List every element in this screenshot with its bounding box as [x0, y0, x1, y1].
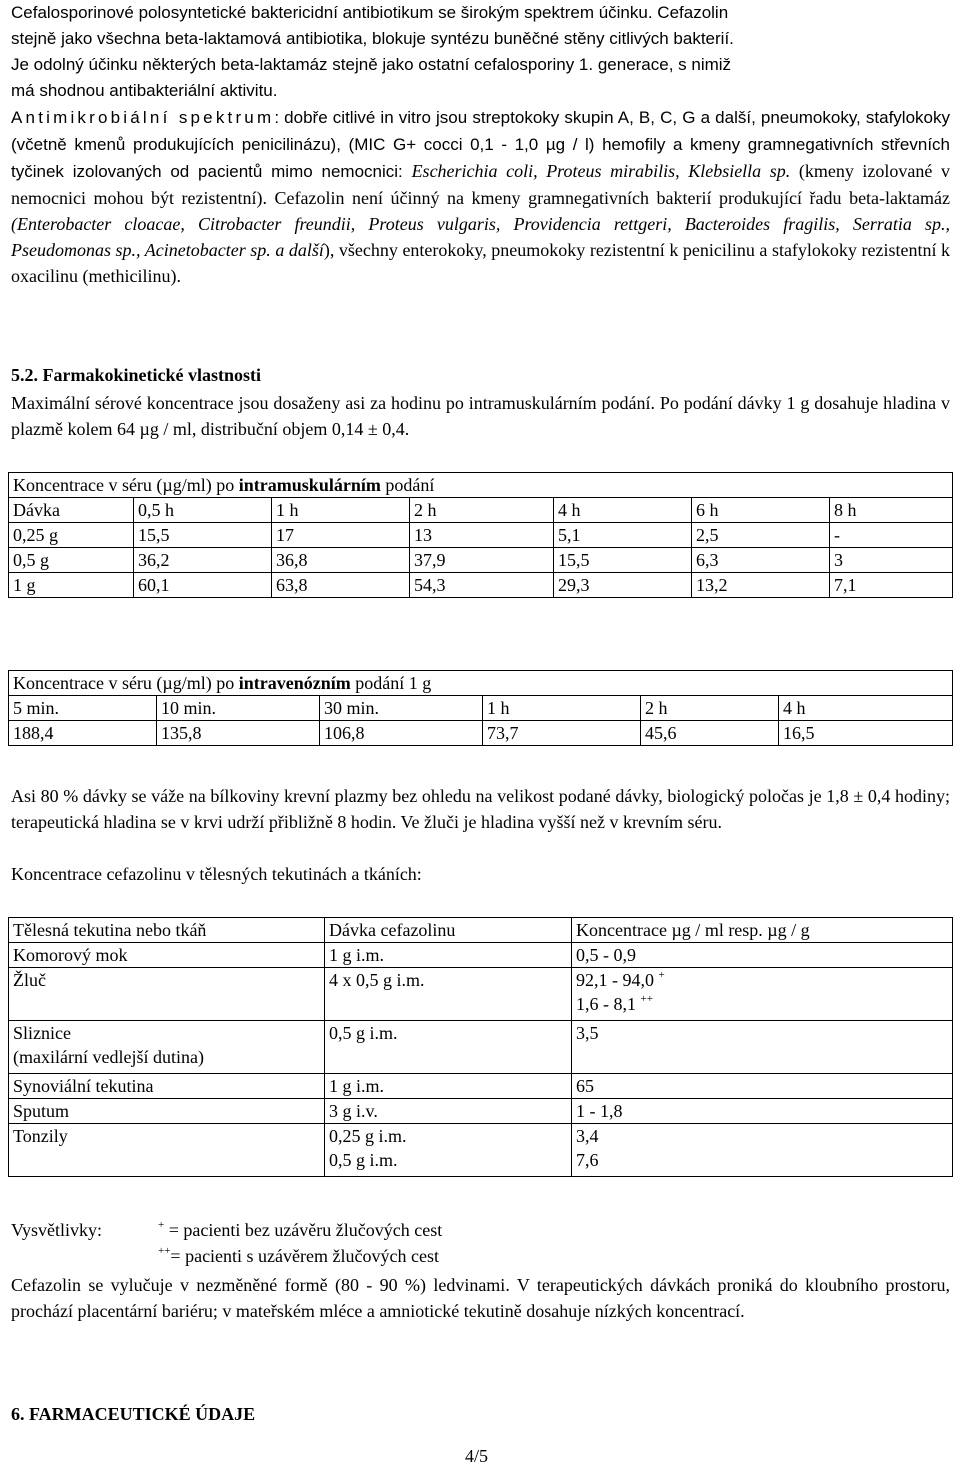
table-header-row [9, 696, 953, 721]
table-cell: - [830, 523, 953, 548]
table-cell: 1 g [9, 573, 134, 598]
table-cell: 15,5 [134, 523, 272, 548]
table-cell: 1 - 1,8 [572, 1099, 953, 1124]
table-header-cell: Dávka [9, 498, 134, 523]
table-header-cell: 1 h [483, 696, 641, 721]
table-cell: 13,2 [692, 573, 830, 598]
table-cell: Tonzily [9, 1124, 325, 1177]
table-cell: 1 g i.m. [325, 943, 572, 968]
intro-line: Je odolný účinku některých beta-laktamáz stejně jako ostatní cefalosporiny 1. generace, s nimiž [11, 55, 732, 74]
table-cell: 2,5 [692, 523, 830, 548]
im-concentration-table [8, 472, 953, 598]
legend-label: Vysvětlivky: [11, 1220, 103, 1240]
pk-paragraph: Maximální sérové koncentrace jsou dosaženy asi za hodinu po intramuskulárním podání. Po podání dávky 1 g dosahuje hladina v plazmě kolem 64 µg / ml, distribuční objem 0,14 ± 0,4. [11, 393, 950, 439]
table-cell: 36,2 [134, 548, 272, 573]
table-cell: 63,8 [272, 573, 410, 598]
table-cell: 0,5 g [9, 548, 134, 573]
table-cell: 17 [272, 523, 410, 548]
table-row [9, 1074, 953, 1099]
spectrum-paragraph [11, 104, 950, 289]
iv-concentration-table [8, 670, 953, 746]
table-cell: 4 x 0,5 g i.m. [325, 968, 572, 1021]
table-header-cell: 0,5 h [134, 498, 272, 523]
table-cell: 6,3 [692, 548, 830, 573]
table-cell: 37,9 [410, 548, 554, 573]
table-cell: Komorový mok [9, 943, 325, 968]
table-cell: 13 [410, 523, 554, 548]
table-header-cell: 2 h [641, 696, 779, 721]
table-cell: 3 g i.v. [325, 1099, 572, 1124]
table-row [9, 1124, 953, 1177]
table-header-cell: 1 h [272, 498, 410, 523]
table-cell: 0,25 g [9, 523, 134, 548]
table-cell: 16,5 [779, 721, 953, 746]
intro-line: stejně jako všechna beta-laktamová antibiotika, blokuje syntézu buněčné stěny citlivých bakterií. [11, 29, 734, 48]
table-cell: 0,5 - 0,9 [572, 943, 953, 968]
table-cell: 54,3 [410, 573, 554, 598]
table-header-cell: 8 h [830, 498, 953, 523]
table-row [9, 721, 953, 746]
table-cell: 29,3 [554, 573, 692, 598]
table-caption: Koncentrace v séru (µg/ml) po intravenózním podání 1 g [9, 671, 953, 696]
spectrum-text-3: ), všechny enterokoky, pneumokoky rezistentní k penicilinu a stafylokoky rezistentní k oxacilinu (methicilinu). [11, 240, 950, 286]
table-header-cell: Dávka cefazolinu [325, 918, 572, 943]
table-cell: 188,4 [9, 721, 157, 746]
table-cell: Sliznice (maxilární vedlejší dutina) [9, 1021, 325, 1074]
table-cell: 73,7 [483, 721, 641, 746]
table-cell: 65 [572, 1074, 953, 1099]
table-header-cell: 2 h [410, 498, 554, 523]
table-header-cell: 6 h [692, 498, 830, 523]
table-header-cell: 4 h [779, 696, 953, 721]
table-cell: 60,1 [134, 573, 272, 598]
table-row [9, 573, 953, 598]
table-cell: 1 g i.m. [325, 1074, 572, 1099]
table-header-cell: Koncentrace µg / ml resp. µg / g [572, 918, 953, 943]
table-header-row [9, 498, 953, 523]
spectrum-text: : dobře citlivé in vitro jsou streptokoky skupin A, B, C, G a další, pneumokoky, stafylokoky (včetně kmenů produkujících penicilinázu), (MIC G+ cocci 0,1 - 1,0 µg / l) hemofily a kmeny gramnegativních střevních tyčinek izolovaných od pacientů mimo nemocnici: [11, 108, 950, 181]
intro-line: Cefalosporinové polosyntetické baktericidní antibiotikum se širokým spektrem účinku. Cefazolin [11, 3, 729, 22]
spectrum-text-2: (kmeny izolované v nemocnici mohou být rezistentní). Cefazolin není účinný na kmeny gramnegativních bakterií produkující řadu beta-laktamáz [11, 161, 950, 208]
table-header-cell: 30 min. [320, 696, 483, 721]
table-cell: 3,4 7,6 [572, 1124, 953, 1177]
legend-item: ++= pacienti s uzávěrem žlučových cest [158, 1245, 439, 1266]
binding-paragraph: Asi 80 % dávky se váže na bílkoviny krevní plazmy bez ohledu na velikost podané dávky, biologický poločas je 1,8 ± 0,4 hodiny; terapeutická hladina se v krvi udrží přibližně 8 hodin. Ve žluči je hladina vyšší než v krevním séru. [11, 786, 950, 832]
intro-paragraph [11, 0, 950, 104]
table-cell: 92,1 - 94,0 + 1,6 - 8,1 ++ [572, 968, 953, 1021]
section-heading-5-2 [11, 365, 261, 386]
table-cell: 5,1 [554, 523, 692, 548]
table-header-row [9, 918, 953, 943]
table-cell: 3 [830, 548, 953, 573]
table-cell: 36,8 [272, 548, 410, 573]
table-row [9, 548, 953, 573]
table-header-cell: 4 h [554, 498, 692, 523]
table-cell: 0,25 g i.m. 0,5 g i.m. [325, 1124, 572, 1177]
excretion-paragraph: Cefazolin se vylučuje v nezměněné formě (80 - 90 %) ledvinami. V terapeutických dávkách proniká do kloubního prostoru, prochází placentární bariéru; v mateřském mléce a amniotické tekutině dosahuje nízkých koncentrací. [11, 1275, 950, 1321]
intro-line: má shodnou antibakteriální aktivitu. [11, 81, 278, 100]
table-header-cell: 5 min. [9, 696, 157, 721]
section-title: Farmakokinetické vlastnosti [42, 365, 261, 385]
table-cell: 135,8 [157, 721, 320, 746]
table-cell: 106,8 [320, 721, 483, 746]
table-cell: 7,1 [830, 573, 953, 598]
table-row [9, 968, 953, 1021]
tissue-concentration-table [8, 917, 953, 1177]
table-row [9, 1099, 953, 1124]
table-cell: Synoviální tekutina [9, 1074, 325, 1099]
section-heading-6: 6. FARMACEUTICKÉ ÚDAJE [11, 1404, 256, 1424]
table-row [9, 943, 953, 968]
table-cell: 15,5 [554, 548, 692, 573]
table-cell: Sputum [9, 1099, 325, 1124]
tissue-intro: Koncentrace cefazolinu v tělesných tekutinách a tkáních: [11, 864, 422, 884]
legend-item: + = pacienti bez uzávěru žlučových cest [158, 1219, 443, 1240]
table-caption: Koncentrace v séru (µg/ml) po intramuskulárním podání [9, 473, 953, 498]
species-list-sensitive: Escherichia coli, Proteus mirabilis, Klebsiella sp. [411, 161, 791, 181]
species-list-resistant: (Enterobacter cloacae, Citrobacter freundii, Proteus vulgaris, Providencia rettgeri, Bacteroides fragilis, Serratia sp., Pseudomonas sp., Acinetobacter sp. a další [11, 214, 950, 260]
table-header-cell: Tělesná tekutina nebo tkáň [9, 918, 325, 943]
table-header-cell: 10 min. [157, 696, 320, 721]
table-cell: Žluč [9, 968, 325, 1021]
table-cell: 0,5 g i.m. [325, 1021, 572, 1074]
table-row [9, 1021, 953, 1074]
page-number: 4/5 [465, 1446, 489, 1466]
table-cell: 3,5 [572, 1021, 953, 1074]
table-cell: 45,6 [641, 721, 779, 746]
table-row [9, 523, 953, 548]
section-number: 5.2. [11, 365, 38, 385]
spectrum-label: Antimikrobiální spektrum [11, 108, 275, 127]
